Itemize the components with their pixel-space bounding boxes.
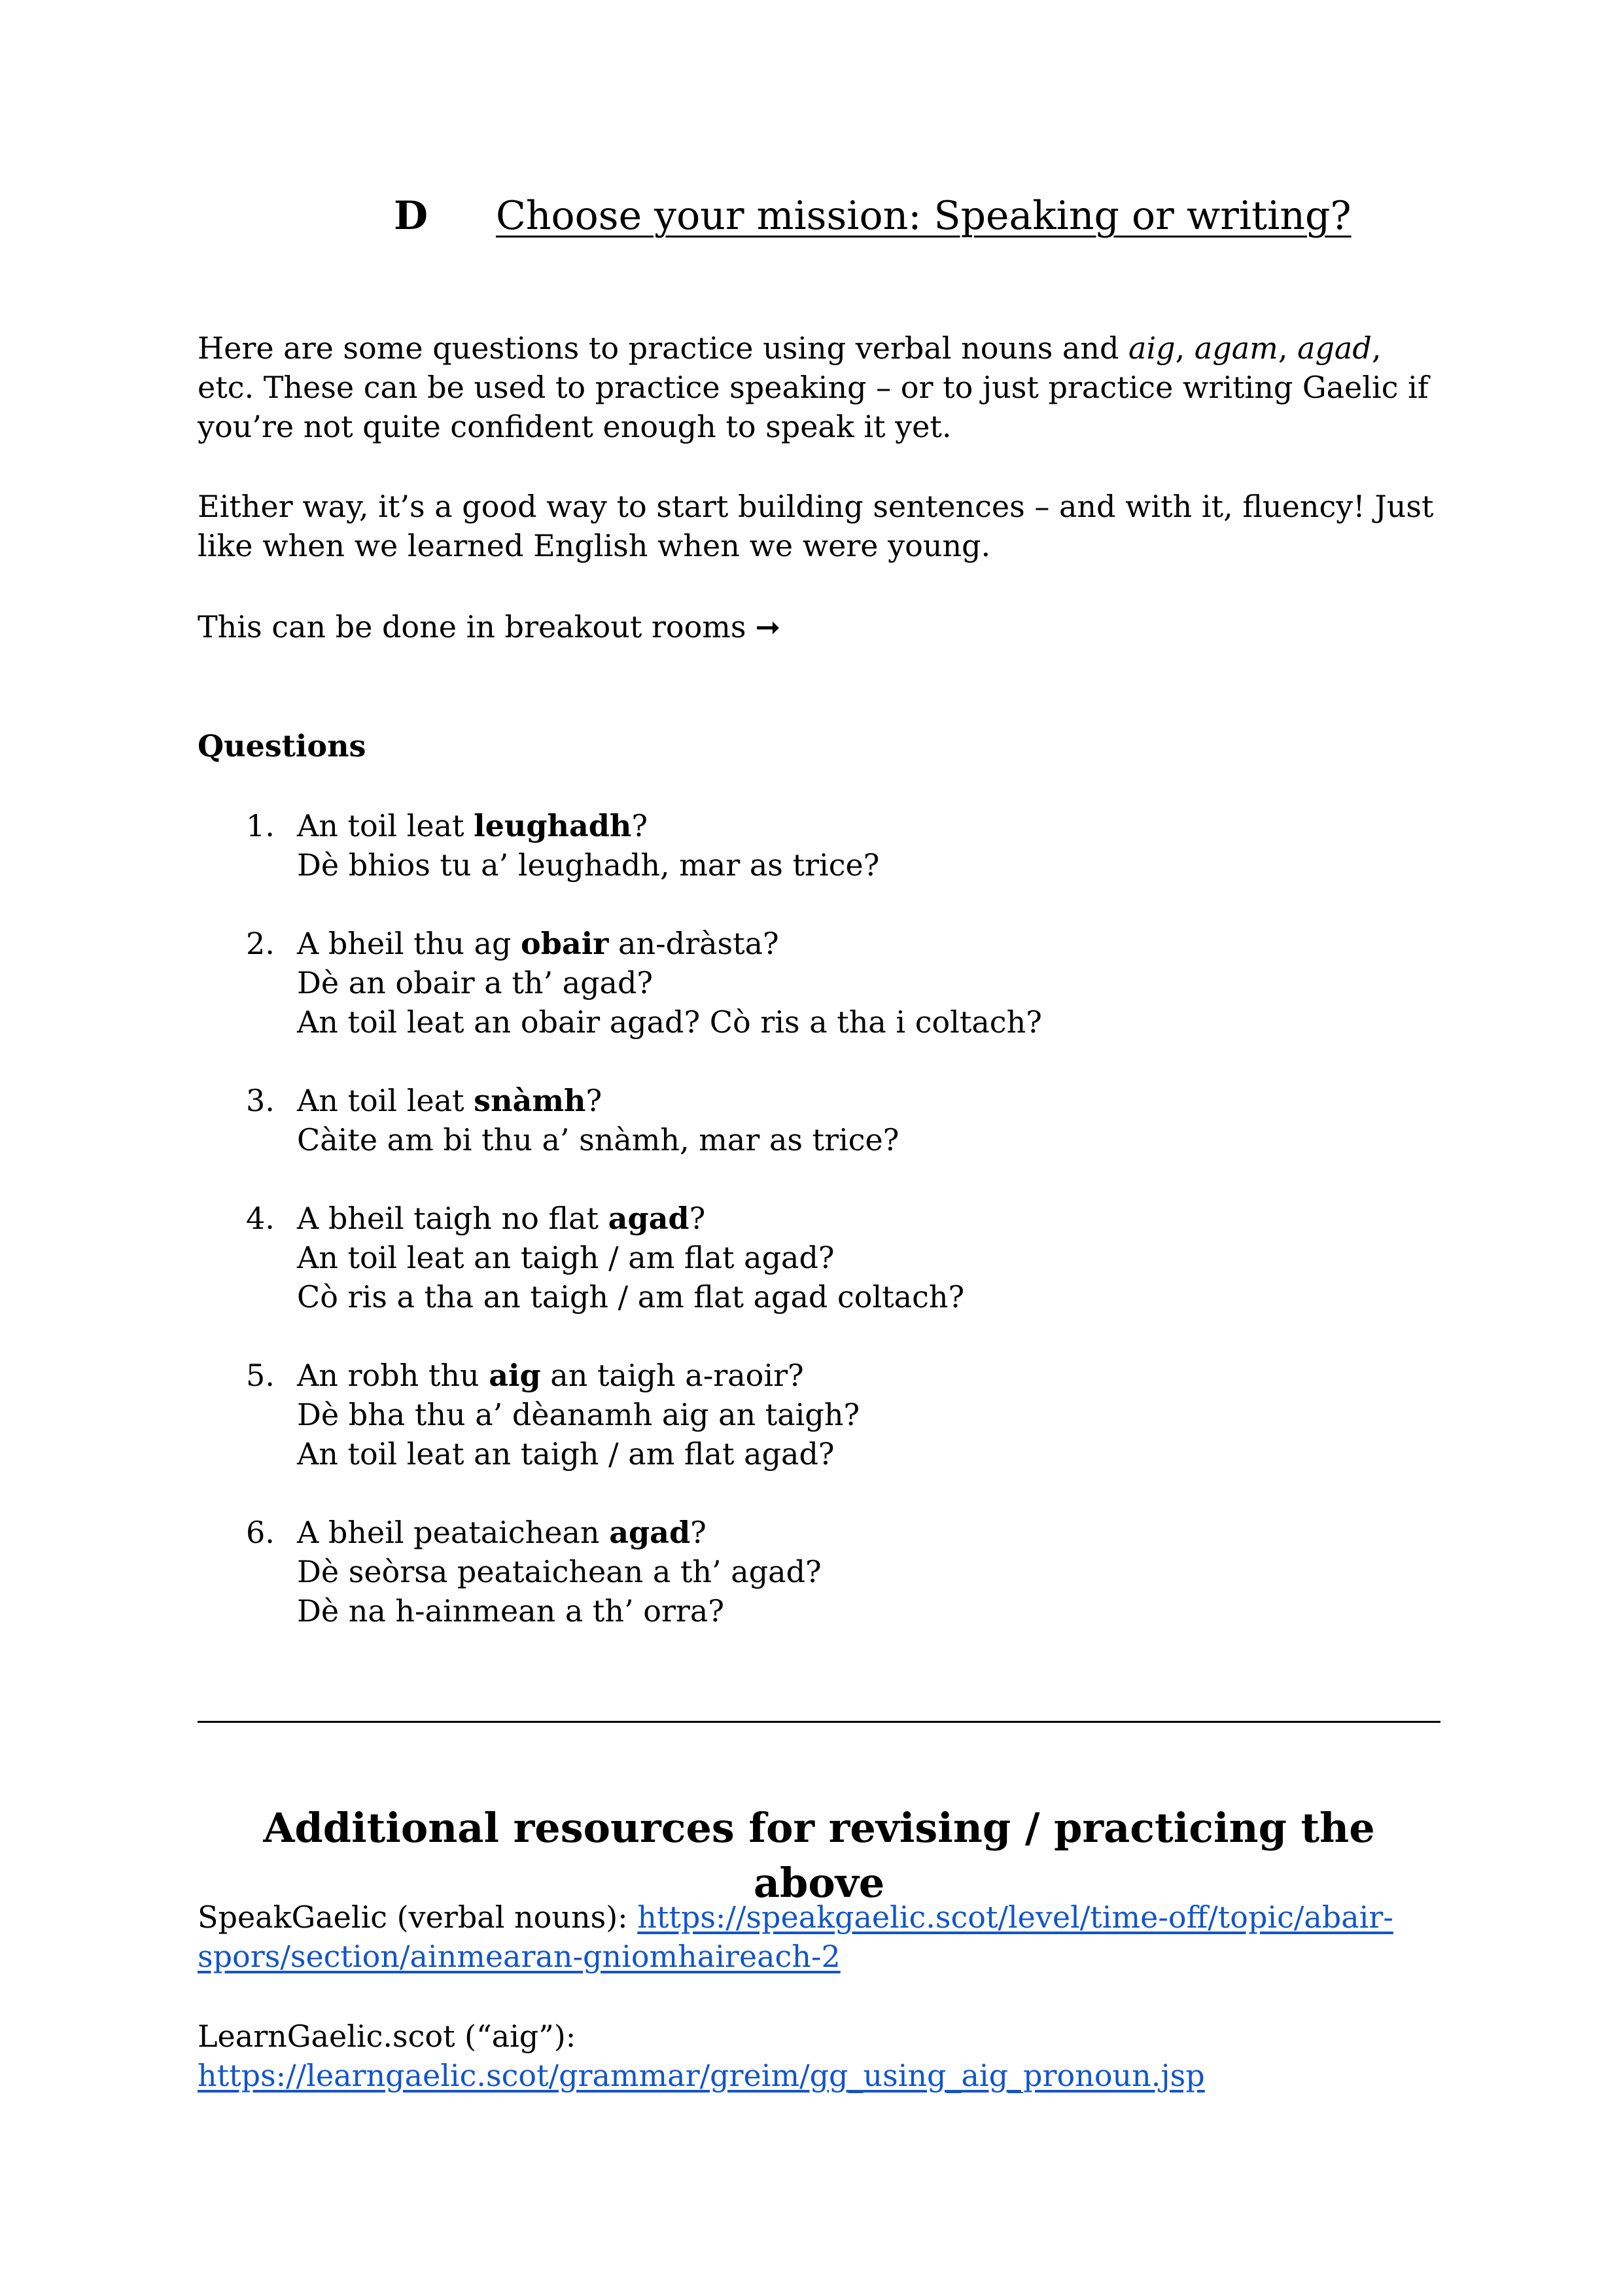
question-number: 4.: [246, 1201, 275, 1236]
question-main: [297, 1513, 1440, 1552]
resource-label: LearnGaelic.scot (“aig”):: [198, 2019, 576, 2054]
question-number: 3.: [246, 1083, 275, 1118]
section-title: Choose your mission: Speaking or writing?: [496, 193, 1352, 239]
question-followup: Dè bha thu a’ dèanamh aig an taigh?: [297, 1397, 860, 1432]
question-main: [297, 1081, 1440, 1120]
question-text: A bheil peataichean: [297, 1515, 610, 1550]
question-keyword: snàmh: [474, 1083, 586, 1118]
question-text: ?: [689, 1201, 706, 1236]
question-text: A bheil taigh no flat: [297, 1201, 608, 1236]
question-text: A bheil thu ag: [297, 926, 521, 961]
question-number: 2.: [246, 926, 275, 961]
question-text: An toil leat: [297, 1083, 474, 1118]
question-main: [297, 1356, 1440, 1395]
question-text: An robh thu: [297, 1358, 489, 1393]
question-item: [198, 1199, 1440, 1316]
horizontal-divider: [198, 1721, 1440, 1723]
question-followup: Cò ris a tha an taigh / am flat agad coltach?: [297, 1279, 965, 1315]
learngaelic-link[interactable]: https://learngaelic.scot/grammar/greim/gg_using_aig_pronoun.jsp: [198, 2058, 1205, 2093]
breakout-text: This can be done in breakout rooms: [198, 609, 746, 645]
question-number: 1.: [246, 808, 275, 843]
question-keyword: agad: [608, 1201, 689, 1236]
question-text: an taigh a-raoir?: [540, 1358, 804, 1393]
question-keyword: leughadh: [474, 808, 632, 843]
intro-text: , etc. These can be used to practice speaking – or to just practice writing Gaelic if you’re not quite confident enough to speak it yet.: [198, 330, 1429, 444]
question-item: [198, 806, 1440, 885]
question-main: [297, 806, 1440, 845]
question-followup: An toil leat an obair agad? Cò ris a tha i coltach?: [297, 1004, 1042, 1040]
question-text: ?: [585, 1083, 602, 1118]
section-letter: D: [394, 193, 428, 239]
question-keyword: obair: [521, 926, 609, 961]
link-text: spors/section/ainmearan-gniomhaireach-2: [198, 1939, 841, 1974]
question-followup: Dè bhios tu a’ leughadh, mar as trice?: [297, 847, 880, 883]
question-keyword: agad: [609, 1515, 691, 1550]
question-followup: Càite am bi thu a’ snàmh, mar as trice?: [297, 1122, 899, 1157]
intro-term-agad: agad: [1297, 330, 1372, 366]
intro-term-aig: aig: [1128, 330, 1176, 366]
fluency-paragraph: Either way, it’s a good way to start building sentences – and with it, fluency! Just like when we learned English when we were young.: [198, 489, 1434, 563]
intro-separator: ,: [1278, 330, 1298, 366]
question-followup: Dè an obair a th’ agad?: [297, 965, 654, 1000]
intro-separator: ,: [1175, 330, 1195, 366]
question-item: [198, 924, 1440, 1042]
question-text: ?: [690, 1515, 707, 1550]
intro-text: Here are some questions to practice using verbal nouns and: [198, 330, 1129, 366]
question-text: An toil leat: [297, 808, 474, 843]
question-item: [198, 1513, 1440, 1631]
resource-label: SpeakGaelic (verbal nouns):: [198, 1899, 638, 1935]
questions-list: [198, 806, 1440, 1670]
question-followup: Dè seòrsa peataichean a th’ agad?: [297, 1554, 822, 1589]
intro-paragraph: [198, 328, 1440, 446]
question-number: 6.: [246, 1515, 275, 1550]
question-item: [198, 1081, 1440, 1159]
questions-heading: Questions: [198, 728, 366, 764]
question-followup: An toil leat an taigh / am flat agad?: [297, 1240, 835, 1275]
arrow-right-icon: ➞: [755, 609, 781, 645]
question-keyword: aig: [489, 1358, 541, 1393]
breakout-paragraph: [198, 607, 1440, 646]
intro-term-agam: agam: [1194, 330, 1278, 366]
question-followup: Dè na h-ainmean a th’ orra?: [297, 1593, 725, 1629]
question-text: an-dràsta?: [608, 926, 779, 961]
question-main: [297, 924, 1440, 963]
question-followup: An toil leat an taigh / am flat agad?: [297, 1436, 835, 1472]
resources-heading: Additional resources for revising / practicing the above: [263, 1804, 1375, 1907]
question-number: 5.: [246, 1358, 275, 1393]
question-item: [198, 1356, 1440, 1474]
question-main: [297, 1199, 1440, 1238]
resource-speakgaelic: [198, 1898, 1440, 1976]
resource-learngaelic: [198, 2017, 1440, 2095]
link-text: https://speakgaelic.scot/level/time-off/topic/abair-: [637, 1899, 1393, 1935]
question-text: ?: [631, 808, 648, 843]
